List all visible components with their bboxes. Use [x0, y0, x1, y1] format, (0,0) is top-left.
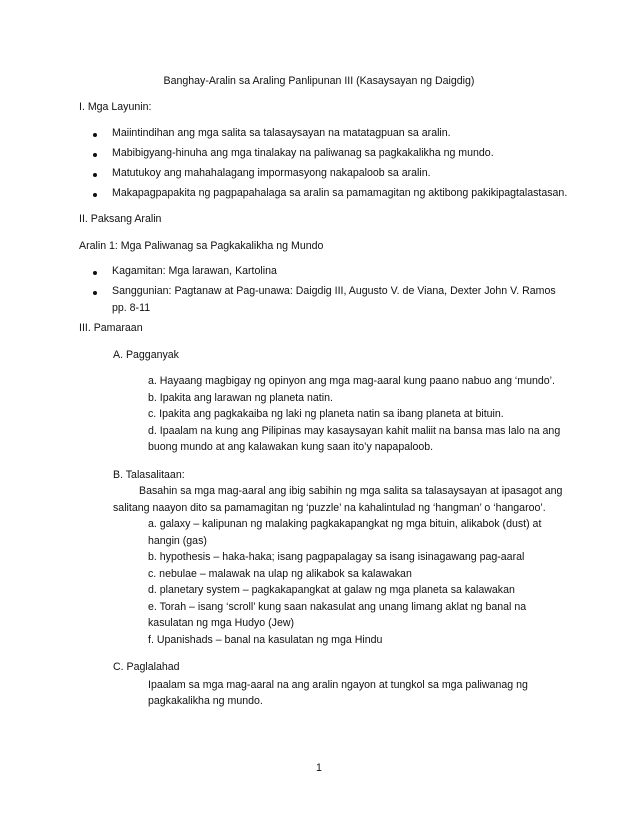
page-number: 1 [316, 762, 322, 774]
lesson-title: Aralin 1: Mga Paliwanag sa Pagkakalikha ng Mundo [79, 240, 324, 252]
bullet-icon [93, 173, 97, 177]
vocabulary-line: kasulatan ng mga Hudyo (Jew) [148, 617, 295, 629]
vocabulary-line: b. hypothesis – haka-haka; isang pagpapalagay sa isang isinagawang pag-aaral [148, 551, 525, 563]
vocabulary-line: hangin (gas) [148, 535, 207, 547]
motivation-line: b. Ipakita ang larawan ng planeta natin. [148, 392, 333, 404]
bullet-icon [93, 193, 97, 197]
vocabulary-line: c. nebulae – malawak na ulap ng alikabok sa kalawakan [148, 568, 412, 580]
document-title: Banghay-Aralin sa Araling Panlipunan III (Kasaysayan ng Daigdig) [163, 75, 475, 87]
bullet-icon [93, 291, 97, 295]
vocabulary-line: d. planetary system – pagkakapangkat at galaw ng mga planeta sa kalawakan [148, 584, 515, 596]
section-heading-paksa: II. Paksang Aralin [79, 213, 162, 225]
section-heading-pamaraan: III. Pamaraan [79, 322, 143, 334]
materials-item: Kagamitan: Mga larawan, Kartolina [112, 265, 277, 277]
vocabulary-intro: salitang naayon dito sa pamamagitan ng ‘puzzle’ na kahalintulad ng ‘hangman’ o ‘hangaroo’. [113, 502, 546, 514]
vocabulary-line: a. galaxy – kalipunan ng malaking pagkakapangkat ng mga bituin, alikabok (dust) at [148, 518, 542, 530]
vocabulary-line: f. Upanishads – banal na kasulatan ng mga Hindu [148, 634, 383, 646]
bullet-icon [93, 271, 97, 275]
objective-item: Makapagpapakita ng pagpapahalaga sa aralin sa pamamagitan ng aktibong pakikipagtalastasan. [112, 187, 568, 199]
vocabulary-intro: Basahin sa mga mag-aaral ang ibig sabihin ng mga salita sa talasaysayan at ipasagot ang [139, 485, 563, 497]
subsection-heading-paglalahad: C. Paglalahad [113, 661, 180, 673]
objective-item: Maiintindihan ang mga salita sa talasaysayan na matatagpuan sa aralin. [112, 127, 451, 139]
motivation-line: buong mundo at ang kalawakan kung saan ito’y napapaloob. [148, 441, 434, 453]
vocabulary-line: e. Torah – isang ‘scroll’ kung saan nakasulat ang unang limang aklat ng banal na [148, 601, 527, 613]
section-heading-layunin: I. Mga Layunin: [79, 101, 152, 113]
motivation-line: a. Hayaang magbigay ng opinyon ang mga mag-aaral kung paano nabuo ang ‘mundo’. [148, 375, 555, 387]
motivation-line: d. Ipaalam na kung ang Pilipinas may kasaysayan kahit maliit na bansa mas lalo na ang [148, 425, 561, 437]
presentation-line: pagkakalikha ng mundo. [148, 695, 263, 707]
bullet-icon [93, 153, 97, 157]
reference-pages: pp. 8-11 [112, 302, 151, 314]
presentation-line: Ipaalam sa mga mag-aaral na ang aralin ngayon at tungkol sa mga paliwanag ng [148, 679, 528, 691]
motivation-line: c. Ipakita ang pagkakaiba ng laki ng planeta natin sa ibang planeta at bituin. [148, 408, 504, 420]
objective-item: Matutukoy ang mahahalagang impormasyong nakapaloob sa aralin. [112, 167, 431, 179]
reference-item: Sanggunian: Pagtanaw at Pag-unawa: Daigdig III, Augusto V. de Viana, Dexter John V. Ramos [112, 285, 556, 297]
subsection-heading-pagganyak: A. Pagganyak [113, 349, 179, 361]
bullet-icon [93, 133, 97, 137]
subsection-heading-talasalitaan: B. Talasalitaan: [113, 469, 185, 481]
objective-item: Mabibigyang-hinuha ang mga tinalakay na paliwanag sa pagkakalikha ng mundo. [112, 147, 494, 159]
